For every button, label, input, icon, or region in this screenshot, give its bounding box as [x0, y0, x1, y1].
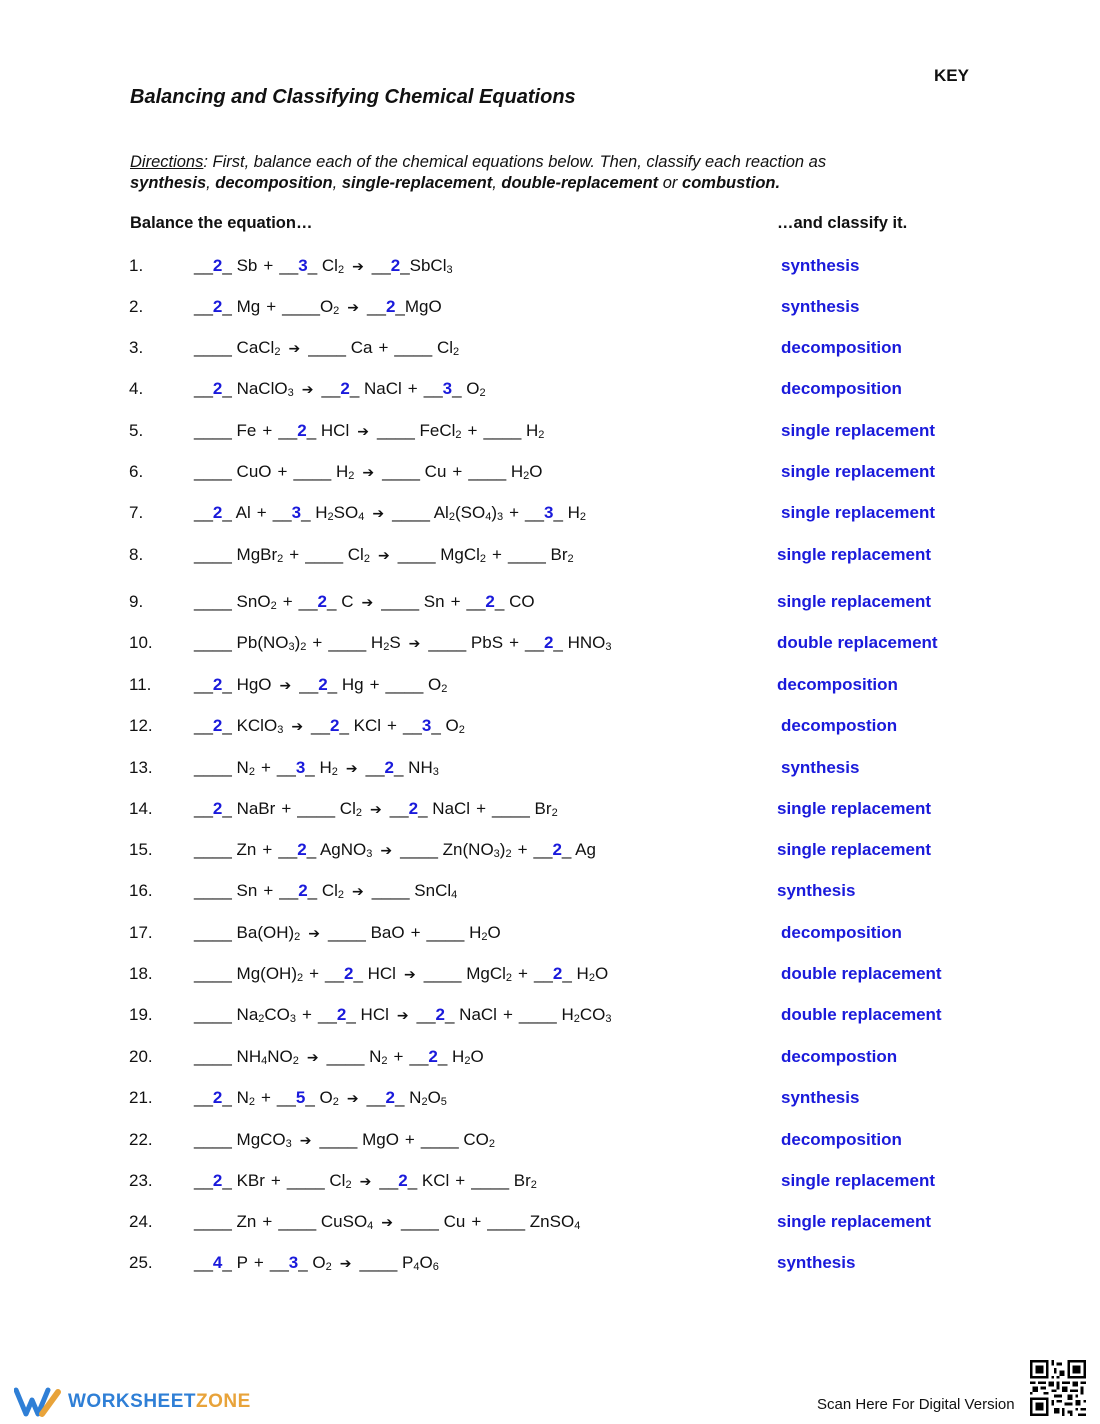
equation-number: 22. [129, 1130, 153, 1149]
equation-number: 10. [129, 633, 153, 652]
equation-row [0, 964, 1100, 990]
qr-code-icon[interactable] [1030, 1360, 1086, 1416]
classification: decomposition [781, 1130, 902, 1149]
equation: ____ Zn + ____ CuSO$_4$ ➔ ____ Cu + ____ ZnSO$_4$ [194, 1212, 581, 1232]
equation-row [0, 592, 1100, 618]
directions-text: : First, balance each of the chemical equations below. Then, classify each reaction as [203, 153, 827, 171]
term-single-replacement: single-replacement [341, 174, 493, 192]
equation-number: 12. [129, 716, 153, 735]
equation: ____ $Pb(NO_3)_2$ + ____ $H_2S$ ➔ ____ PbS + __2_ $HNO_3$ [194, 633, 612, 653]
equation-number: 25. [129, 1253, 153, 1272]
classification: decomposition [781, 379, 902, 398]
equation-row [0, 633, 1100, 659]
equation-number: 17. [129, 923, 153, 942]
equation: __2_ KClO$_3$ ➔ __2_ KCl + __3_ $O_2$ [194, 716, 465, 736]
equation: __2_ NaBr + ____ $Cl_2$ ➔ __2_ NaCl + ____ $Br_2$ [194, 799, 558, 819]
equation-number: 9. [129, 592, 144, 611]
equation-number: 14. [129, 799, 153, 818]
equation-number: 19. [129, 1005, 153, 1024]
equation-number: 20. [129, 1047, 153, 1066]
classification: synthesis [781, 1088, 860, 1107]
equation: ____ CuO + ____ $H_2$ ➔ ____ Cu + ____ $H_2O$ [194, 462, 543, 482]
equation-row [0, 1047, 1100, 1073]
equation: ____ $Mg(OH)_2$ + __2_ HCl ➔ ____ MgCl$_2$ + __2_ $H_2O$ [194, 964, 609, 984]
equation-number: 23. [129, 1171, 153, 1190]
equation-number: 6. [129, 462, 144, 481]
classification: synthesis [781, 297, 860, 316]
equation: __2_ Al + __3_ $H_2SO_4$ ➔ ____ $Al_2(SO_4)_3$ + __3_ $H_2$ [194, 503, 587, 523]
classification: single replacement [777, 840, 932, 859]
equation: __2_ NaClO$_3$ ➔ __2_ NaCl + __3_ $O_2$ [194, 379, 486, 399]
equation: __2_ $N_2$ + __5_ $O_2$ ➔ __2_ $N_2O_5$ [194, 1088, 447, 1108]
equation-row [0, 840, 1100, 866]
term-synthesis: synthesis [130, 174, 207, 192]
equation-row [0, 545, 1100, 571]
term-double-replacement: double-replacement [501, 174, 659, 192]
equation: ____ SnO$_2$ + __2_ C ➔ ____ Sn + __2_ CO [194, 592, 535, 612]
equation-number: 16. [129, 881, 153, 900]
classification: single replacement [781, 1171, 936, 1190]
classification: decomposition [781, 923, 902, 942]
equation-row [0, 758, 1100, 784]
equation-row [0, 675, 1100, 701]
equation-row [0, 256, 1100, 282]
equation-row [0, 799, 1100, 825]
classification: decomposition [781, 338, 902, 357]
equation: ____ CaCl$_2$ ➔ ____ Ca + ____ $Cl_2$ [194, 338, 460, 358]
classification: decompostion [781, 1047, 898, 1066]
classification: single replacement [777, 1212, 932, 1231]
equation-row [0, 1171, 1100, 1197]
equation: ____ MgCO$_3$ ➔ ____ MgO + ____ $CO_2$ [194, 1130, 496, 1150]
equation-row [0, 1088, 1100, 1114]
equation-number: 21. [129, 1088, 153, 1107]
term-decomposition: decomposition [215, 174, 333, 192]
equation-number: 1. [129, 256, 144, 275]
equation-number: 8. [129, 545, 144, 564]
equation-row [0, 1212, 1100, 1238]
classification: single replacement [777, 545, 932, 564]
equation-row [0, 338, 1100, 364]
brand-logo[interactable] [14, 1384, 251, 1420]
equation: ____ MgBr$_2$ + ____ $Cl_2$ ➔ ____ MgCl$_2$ + ____ $Br_2$ [194, 545, 574, 565]
equation-row [0, 1130, 1100, 1156]
key-label: KEY [934, 66, 969, 85]
equation: __2_ $Mg + \_\_\_\_O_2$ ➔ __2_MgO [194, 297, 442, 317]
header-balance: Balance the equation… [130, 214, 313, 232]
equation: __2_ KBr + ____ $Cl_2$ ➔ __2_ KCl + ____ $Br_2$ [194, 1171, 537, 1191]
classification: double replacement [781, 964, 942, 983]
classification: single replacement [781, 503, 936, 522]
classification: synthesis [781, 758, 860, 777]
equation-row [0, 1005, 1100, 1031]
equation-row [0, 1253, 1100, 1279]
equation-number: 15. [129, 840, 153, 859]
worksheetzone-logo-icon [14, 1386, 62, 1418]
brand-name [68, 1391, 251, 1413]
equation: ____ Fe + __2_ HCl ➔ ____ FeCl$_2$ + ____ $H_2$ [194, 421, 545, 441]
classification: single replacement [777, 799, 932, 818]
classification: single replacement [781, 462, 936, 481]
sep: , [332, 174, 342, 192]
classification: decomposition [777, 675, 898, 694]
directions-label: Directions [130, 153, 204, 171]
equation: ____ $Na_2CO_3$ + __2_ HCl ➔ __2_ NaCl + ____ $H_2CO_3$ [194, 1005, 612, 1025]
classification: double replacement [777, 633, 938, 652]
equation-row [0, 881, 1100, 907]
sep: , [206, 174, 216, 192]
equation-number: 7. [129, 503, 144, 522]
equation: ____ $Ba(OH)_2$ ➔ ____ BaO + ____ $H_2O$ [194, 923, 501, 943]
classification: single replacement [781, 421, 936, 440]
classification: decompostion [781, 716, 898, 735]
equation: ____ Sn + __2_ $Cl_2$ ➔ ____ SnCl$_4$ [194, 881, 458, 901]
equation-row [0, 297, 1100, 323]
equation-number: 2. [129, 297, 144, 316]
brand-name-part1: WORKSHEET [68, 1391, 196, 1412]
equation-number: 11. [129, 675, 152, 694]
equation: __4_ P + __3_ $O_2$ ➔ ____ $P_4O_6$ [194, 1253, 439, 1273]
classification: synthesis [781, 256, 860, 275]
equation-row [0, 503, 1100, 529]
header-classify: …and classify it. [777, 214, 908, 232]
term-combustion: combustion. [682, 174, 781, 192]
classification: synthesis [777, 881, 856, 900]
equation-number: 3. [129, 338, 144, 357]
sep: or [658, 174, 683, 192]
equation: __2_ Sb + __3_ $Cl_2$ ➔ __2_SbCl$_3$ [194, 256, 453, 276]
equation: ____ Zn + __2_ AgNO$_3$ ➔ ____ $Zn(NO_3)_2$ + __2_ Ag [194, 840, 596, 860]
equation-row [0, 421, 1100, 447]
equation-row [0, 379, 1100, 405]
equation: ____ $N_2$ + __3_ $H_2$ ➔ __2_ $NH_3$ [194, 758, 439, 778]
equation-number: 13. [129, 758, 153, 777]
sep: , [492, 174, 502, 192]
classification: double replacement [781, 1005, 942, 1024]
equation-number: 18. [129, 964, 153, 983]
classification: single replacement [777, 592, 932, 611]
equation-number: 4. [129, 379, 144, 398]
equation-number: 5. [129, 421, 144, 440]
brand-name-part2: ZONE [196, 1391, 251, 1412]
directions [130, 152, 950, 194]
equation-row [0, 923, 1100, 949]
equation: ____ $NH_4NO_2$ ➔ ____ $N_2$ + __2_ $H_2O$ [194, 1047, 484, 1067]
page-title: Balancing and Classifying Chemical Equations [130, 86, 576, 108]
scan-text: Scan Here For Digital Version [817, 1396, 1015, 1413]
classification: synthesis [777, 1253, 856, 1272]
equation: __2_ HgO ➔ __2_ Hg + ____ $O_2$ [194, 675, 448, 695]
equation-row [0, 462, 1100, 488]
equation-row [0, 716, 1100, 742]
equation-number: 24. [129, 1212, 153, 1231]
